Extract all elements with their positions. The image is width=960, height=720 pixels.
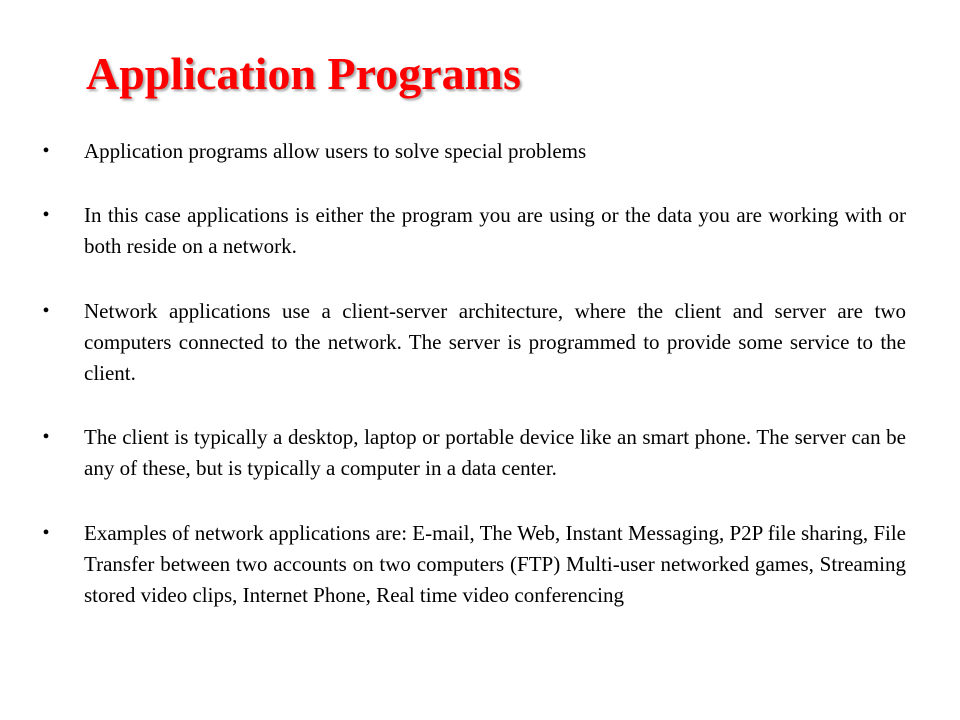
bullet-text: The client is typically a desktop, laptop or portable device like an smart phone. The server can be any of these, but is typically a computer in a data center. [84, 425, 906, 480]
bullet-item [42, 422, 906, 484]
bullet-item [42, 200, 906, 262]
slide-title: Application Programs [86, 48, 521, 99]
bullet-text: Network applications use a client-server architecture, where the client and server are two computers connected to the network. The server is programmed to provide some service to the client. [84, 299, 906, 385]
bullet-item [42, 296, 906, 389]
bullet-item [42, 518, 907, 611]
bullet-point-icon: • [42, 426, 50, 448]
bullet-point-icon: • [42, 140, 50, 162]
bullet-text: Application programs allow users to solve special problems [84, 139, 587, 163]
bullet-text: Examples of network applications are: E-mail, The Web, Instant Messaging, P2P file sharing, File Transfer between two accounts on two computers (FTP) Multi-user networked games, Streaming stored video clips, Internet Phone, Real time video conferencing [84, 521, 907, 607]
bullet-item [42, 136, 906, 167]
bullet-text: In this case applications is either the program you are using or the data you are working with or both reside on a network. [84, 203, 906, 258]
bullet-point-icon: • [42, 522, 50, 544]
bullet-point-icon: • [42, 204, 50, 226]
bullet-point-icon: • [42, 300, 50, 322]
